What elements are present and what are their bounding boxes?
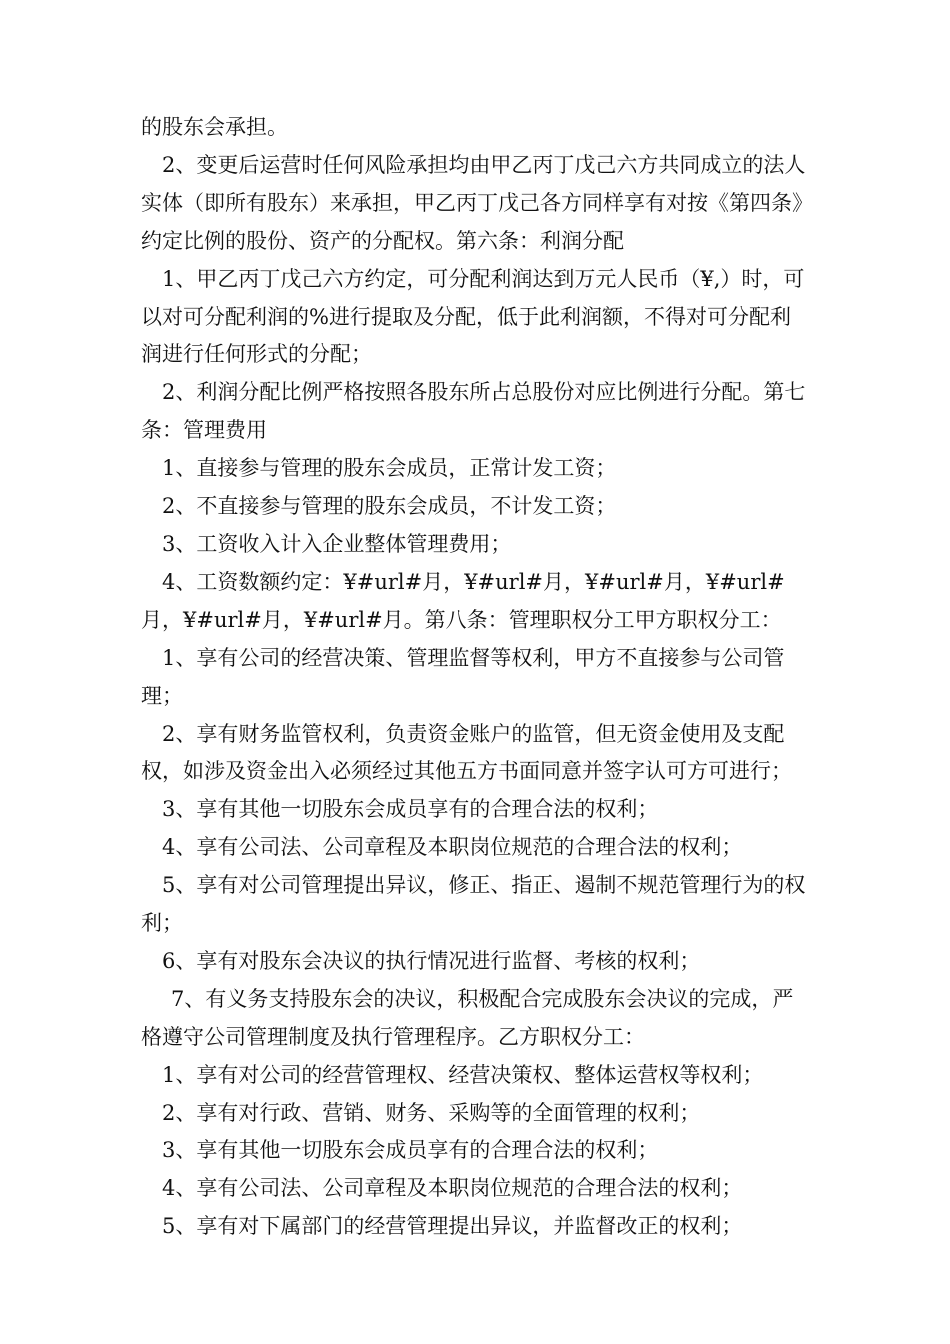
paragraph: 2、享有财务监管权利，负责资金账户的监管，但无资金使用及支配权，如涉及资金出入必须经过其他五方书面同意并签字认可方可进行； [141, 721, 792, 784]
paragraph: 1、甲乙丙丁戊己六方约定，可分配利润达到万元人民币（¥,）时，可以对可分配利润的%进行提取及分配，低于此利润额，不得对可分配利润进行任何形式的分配； [141, 266, 805, 367]
paragraph: 4、享有公司法、公司章程及本职岗位规范的合理合法的权利； [162, 835, 743, 860]
paragraph: 1、享有对公司的经营管理权、经营决策权、整体运营权等权利； [162, 1062, 764, 1087]
paragraph: 4、享有公司法、公司章程及本职岗位规范的合理合法的权利； [162, 1176, 743, 1201]
paragraph: 的股东会承担。 [141, 115, 288, 139]
paragraph: 1、享有公司的经营决策、管理监督等权利，甲方不直接参与公司管理； [141, 645, 785, 708]
paragraph: 2、变更后运营时任何风险承担均由甲乙丙丁戊己六方共同成立的法人实体（即所有股东）来承担，甲乙丙丁戊己各方同样享有对按《第四条》约定比例的股份、资产的分配权。第六条：利润分配 [141, 152, 806, 253]
paragraph: 1、直接参与管理的股东会成员，正常计发工资； [162, 456, 617, 481]
paragraph: 5、享有对公司管理提出异议，修正、指正、遏制不规范管理行为的权利； [141, 873, 806, 936]
paragraph: 5、享有对下属部门的经营管理提出异议，并监督改正的权利； [162, 1214, 743, 1239]
paragraph: 4、工资数额约定：¥#url#月，¥#url#月，¥#url#月，¥#url#月，¥#url#月，¥#url#月。第八条：管理职权分工甲方职权分工： [141, 569, 785, 632]
paragraph: 7、有义务支持股东会的决议，积极配合完成股东会决议的完成，严格遵守公司管理制度及执行管理程序。乙方职权分工： [141, 986, 794, 1049]
paragraph: 3、享有其他一切股东会成员享有的合理合法的权利； [162, 1138, 659, 1163]
paragraph: 2、利润分配比例严格按照各股东所占总股份对应比例进行分配。第七条：管理费用 [141, 380, 806, 443]
paragraph: 3、享有其他一切股东会成员享有的合理合法的权利； [162, 797, 659, 822]
paragraph: 3、工资收入计入企业整体管理费用； [162, 531, 512, 556]
paragraph: 2、享有对行政、营销、财务、采购等的全面管理的权利； [162, 1100, 701, 1125]
paragraph: 2、不直接参与管理的股东会成员，不计发工资； [162, 494, 617, 519]
document-body [141, 109, 811, 1246]
paragraph: 6、享有对股东会决议的执行情况进行监督、考核的权利； [162, 948, 701, 973]
